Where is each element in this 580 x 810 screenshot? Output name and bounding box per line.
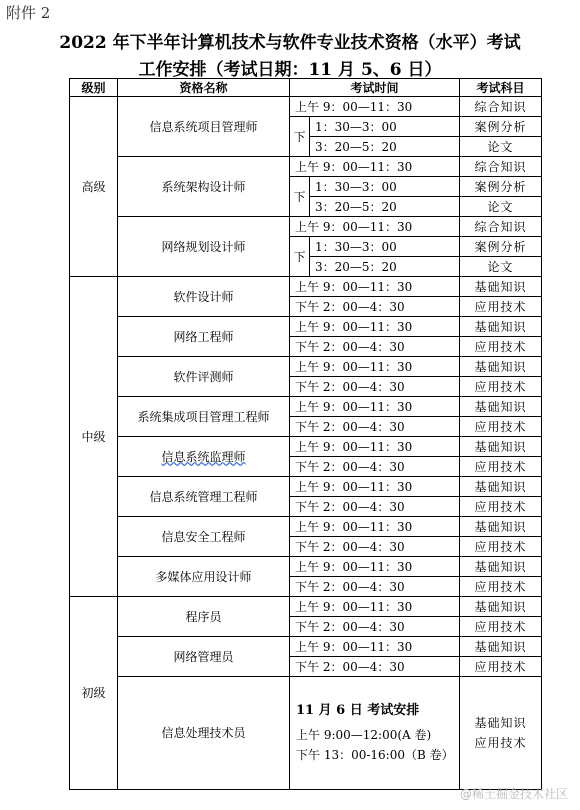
table-row <box>70 477 542 497</box>
exam-time: 上午 9：00—11：30 <box>290 437 460 457</box>
exam-subject: 基础知识 <box>460 397 542 417</box>
table-row <box>70 277 542 297</box>
document-title-line2: 工作安排（考试日期：11 月 5、6 日） <box>138 60 442 80</box>
afternoon-label: 下 <box>290 237 310 277</box>
exam-time: 下午 2：00—4：30 <box>290 457 460 477</box>
table-row <box>70 677 542 790</box>
exam-time: 下午 2：00—4：30 <box>290 377 460 397</box>
exam-time: 上午 9：00—11：30 <box>290 637 460 657</box>
table-row <box>70 97 542 117</box>
exam-subject: 案例分析 <box>460 117 542 137</box>
cert-name: 系统集成项目管理工程师 <box>118 397 290 437</box>
exam-subject: 基础知识 <box>460 517 542 537</box>
afternoon-label: 下 <box>290 117 310 157</box>
cert-name: 网络规划设计师 <box>118 217 290 277</box>
exam-time: 3：20—5：20 <box>310 197 460 217</box>
special-schedule-header: 11 月 6 日 考试安排 <box>296 703 420 718</box>
exam-subject: 应用技术 <box>460 297 542 317</box>
header-subject: 考试科目 <box>460 79 542 97</box>
level-intermediate: 中级 <box>70 277 118 597</box>
exam-subject: 应用技术 <box>460 497 542 517</box>
exam-subject: 应用技术 <box>474 736 527 750</box>
cert-name: 信息系统项目管理师 <box>118 97 290 157</box>
exam-subject: 应用技术 <box>460 577 542 597</box>
cert-name: 软件设计师 <box>118 277 290 317</box>
exam-subject: 论文 <box>460 137 542 157</box>
exam-subject: 基础知识 <box>460 437 542 457</box>
exam-time: 上午 9：00—11：30 <box>290 277 460 297</box>
cert-name: 程序员 <box>118 597 290 637</box>
table-row <box>70 397 542 417</box>
cert-name: 系统架构设计师 <box>118 157 290 217</box>
exam-subject: 论文 <box>460 257 542 277</box>
exam-time: 上午 9：00—11：30 <box>290 597 460 617</box>
exam-time: 下午 2：00—4：30 <box>290 657 460 677</box>
exam-time: 3：20—5：20 <box>310 137 460 157</box>
table-row <box>70 597 542 617</box>
watermark: @稀土掘金技术社区 <box>459 787 568 801</box>
exam-time: 下午 2：00—4：30 <box>290 497 460 517</box>
exam-subject: 应用技术 <box>460 617 542 637</box>
cert-name: 信息系统管理工程师 <box>118 477 290 517</box>
exam-subject: 基础知识 <box>460 357 542 377</box>
exam-time: 上午 9：00—11：30 <box>290 517 460 537</box>
exam-subject: 基础知识 <box>460 557 542 577</box>
exam-time: 下午 2：00—4：30 <box>290 297 460 317</box>
header-name: 资格名称 <box>118 79 290 97</box>
cert-name: 多媒体应用设计师 <box>118 557 290 597</box>
exam-subject: 应用技术 <box>460 537 542 557</box>
table-row <box>70 357 542 377</box>
special-schedule-afternoon: 下午 13：00-16:00（B 卷） <box>296 748 454 762</box>
table-row <box>70 557 542 577</box>
exam-time: 上午 9：00—11：30 <box>290 477 460 497</box>
table-row <box>70 517 542 537</box>
document-title-line1: 2022 年下半年计算机技术与软件专业技术资格（水平）考试 <box>59 33 521 53</box>
exam-time: 上午 9：00—11：30 <box>290 157 460 177</box>
exam-subject: 应用技术 <box>460 377 542 397</box>
cert-name: 网络管理员 <box>118 637 290 677</box>
table-header-row <box>70 79 542 97</box>
exam-time: 上午 9：00—11：30 <box>290 357 460 377</box>
cert-name: 软件评测师 <box>118 357 290 397</box>
header-level: 级别 <box>70 79 118 97</box>
table-row <box>70 637 542 657</box>
exam-subject: 基础知识 <box>460 277 542 297</box>
exam-subject-group <box>460 677 542 790</box>
exam-time: 下午 2：00—4：30 <box>290 337 460 357</box>
exam-time: 1：30—3：00 <box>310 237 460 257</box>
exam-time: 下午 2：00—4：30 <box>290 577 460 597</box>
exam-subject: 综合知识 <box>460 157 542 177</box>
cert-name: 信息系统监理师 <box>118 437 290 477</box>
exam-time: 上午 9：00—11：30 <box>290 397 460 417</box>
exam-time: 下午 2：00—4：30 <box>290 537 460 557</box>
level-senior: 高级 <box>70 97 118 277</box>
exam-time: 1：30—3：00 <box>310 177 460 197</box>
cert-name: 网络工程师 <box>118 317 290 357</box>
exam-time: 下午 2：00—4：30 <box>290 417 460 437</box>
exam-time: 上午 9：00—11：30 <box>290 557 460 577</box>
exam-subject: 基础知识 <box>460 477 542 497</box>
attachment-label: 附件 2 <box>6 4 51 22</box>
exam-subject: 基础知识 <box>474 716 527 730</box>
table-row <box>70 217 542 237</box>
exam-subject: 论文 <box>460 197 542 217</box>
table-row <box>70 317 542 337</box>
header-time: 考试时间 <box>290 79 460 97</box>
exam-subject: 应用技术 <box>460 417 542 437</box>
exam-subject: 综合知识 <box>460 217 542 237</box>
exam-time: 3：20—5：20 <box>310 257 460 277</box>
exam-subject: 基础知识 <box>460 597 542 617</box>
exam-time: 上午 9：00—11：30 <box>290 217 460 237</box>
exam-time: 1：30—3：00 <box>310 117 460 137</box>
exam-time: 下午 2：00—4：30 <box>290 617 460 637</box>
special-schedule-morning: 上午 9:00—12:00(A 卷) <box>296 728 432 742</box>
exam-subject: 应用技术 <box>460 337 542 357</box>
exam-schedule-table <box>69 78 542 790</box>
exam-subject: 综合知识 <box>460 97 542 117</box>
special-schedule <box>290 677 460 790</box>
exam-subject: 应用技术 <box>460 457 542 477</box>
exam-subject: 基础知识 <box>460 317 542 337</box>
exam-subject: 基础知识 <box>460 637 542 657</box>
table-row <box>70 437 542 457</box>
exam-subject: 案例分析 <box>460 177 542 197</box>
exam-subject: 应用技术 <box>460 657 542 677</box>
afternoon-label: 下 <box>290 177 310 217</box>
exam-time: 上午 9：00—11：30 <box>290 97 460 117</box>
exam-time: 上午 9：00—11：30 <box>290 317 460 337</box>
level-junior: 初级 <box>70 597 118 790</box>
exam-subject: 案例分析 <box>460 237 542 257</box>
cert-name: 信息安全工程师 <box>118 517 290 557</box>
table-row <box>70 157 542 177</box>
cert-name: 信息处理技术员 <box>118 677 290 790</box>
